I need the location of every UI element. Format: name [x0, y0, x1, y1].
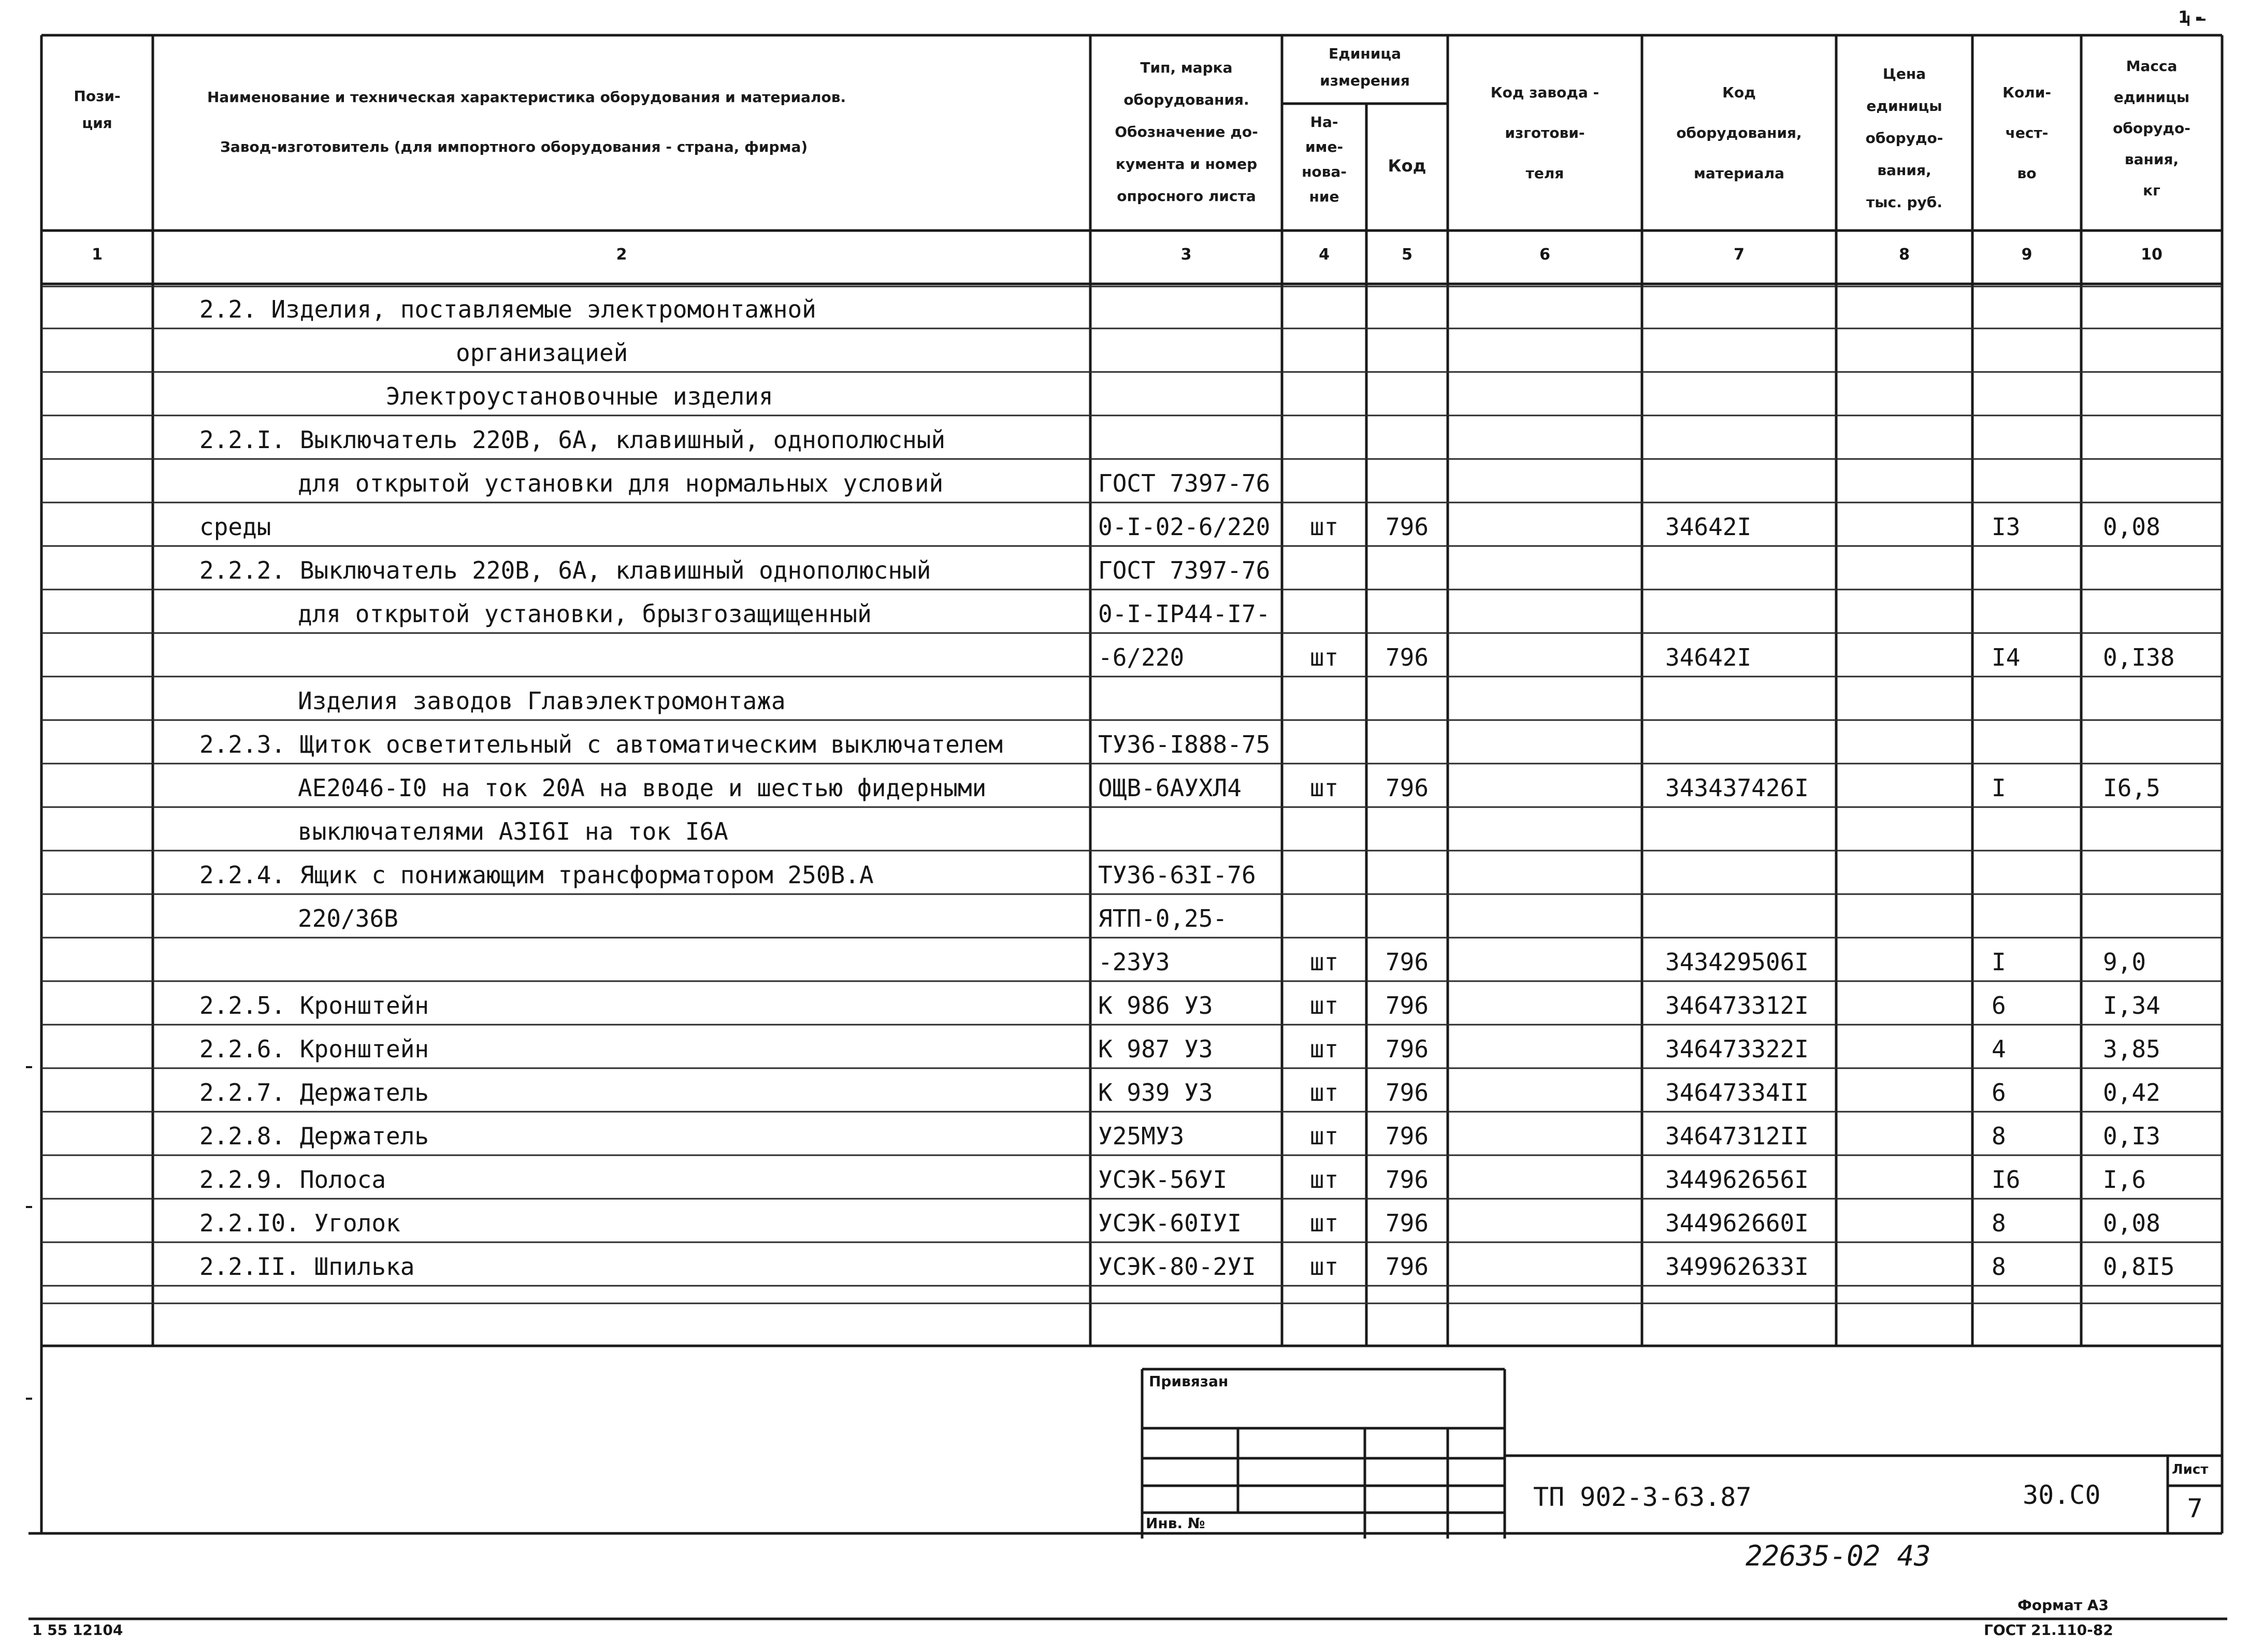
cell-c3: УСЭК-56УI: [1098, 1166, 1228, 1194]
cell-c4: шт: [1309, 513, 1339, 541]
cell-c7: 34647312II: [1665, 1122, 1809, 1150]
cell-c4: шт: [1309, 1122, 1339, 1150]
cell-c4: шт: [1309, 774, 1339, 802]
cell-c7: 343429506I: [1665, 948, 1809, 976]
cell-c2: 2.2.6. Кронштейн: [199, 1035, 429, 1063]
cell-c3: ГОСТ 7397-76: [1098, 469, 1271, 497]
cell-c2: 2.2.I0. Уголок: [199, 1209, 400, 1237]
cell-c3: 0-I-IP44-I7-: [1098, 600, 1271, 628]
column-number-2: 2: [616, 246, 627, 264]
cell-c2: 2.2.3. Щиток осветительный с автоматическим выключателем: [199, 730, 1003, 758]
cell-c2: АЕ2046-I0 на ток 20А на вводе и шестью фидерными: [298, 774, 987, 802]
cell-c10: I,34: [2103, 992, 2160, 1019]
header-name-line2: Завод-изготовитель (для импортного оборудования - страна, фирма): [220, 138, 808, 155]
cell-c2: организацией: [456, 339, 628, 367]
cell-c9: 8: [1992, 1122, 2006, 1150]
cell-c2: среды: [199, 513, 271, 541]
header-position: Пози- ция: [74, 88, 121, 132]
column-number-3: 3: [1180, 246, 1192, 264]
cell-c7: 344962656I: [1665, 1166, 1809, 1194]
cell-c3: УСЭК-80-2УI: [1098, 1253, 1256, 1281]
cell-c4: шт: [1309, 1166, 1339, 1194]
cell-c4: шт: [1309, 1035, 1339, 1063]
cell-c9: 8: [1992, 1209, 2006, 1237]
header-type: Тип, марка оборудования. Обозначение до- кумента и номер опросного листа: [1115, 59, 1258, 205]
cell-c9: 8: [1992, 1253, 2006, 1281]
cell-c4: шт: [1309, 1253, 1339, 1281]
cell-c2: выключателями А3I6I на ток I6А: [298, 817, 728, 845]
cell-c3: У25МУ3: [1098, 1122, 1185, 1150]
cell-c2: Изделия заводов Главэлектромонтажа: [298, 687, 786, 715]
cell-c5: 796: [1385, 1035, 1429, 1063]
cell-c2: 2.2.8. Держатель: [199, 1122, 429, 1150]
column-number-5: 5: [1402, 246, 1412, 264]
cell-c7: 34642I: [1665, 513, 1752, 541]
cell-c7: 349962633I: [1665, 1253, 1809, 1281]
cell-c3: К 987 У3: [1098, 1035, 1213, 1063]
cell-c9: 6: [1992, 1079, 2006, 1107]
cell-c3: ЯТП-0,25-: [1098, 904, 1228, 932]
header-mass: Масса единицы оборудо- вания, кг: [2113, 58, 2190, 199]
cell-c3: -23У3: [1098, 948, 1170, 976]
cell-c3: ТУ36-63I-76: [1098, 861, 1256, 889]
cell-c7: 34647334II: [1665, 1079, 1809, 1107]
header-unit-code: Код: [1388, 156, 1426, 176]
header-price: Цена единицы оборудо- вания, тыс. руб.: [1865, 65, 1943, 211]
cell-c5: 796: [1385, 992, 1429, 1019]
header-unit-group: Единица измерения: [1320, 45, 1410, 89]
cell-c10: 0,42: [2103, 1079, 2160, 1107]
cell-c9: 6: [1992, 992, 2006, 1019]
cell-c5: 796: [1385, 513, 1429, 541]
cell-c2: для открытой установки для нормальных условий: [298, 469, 944, 497]
cell-c3: ГОСТ 7397-76: [1098, 556, 1271, 584]
cell-c5: 796: [1385, 774, 1429, 802]
cell-c2: 2.2. Изделия, поставляемые электромонтажной: [199, 295, 816, 323]
cell-c2: 2.2.9. Полоса: [199, 1166, 386, 1194]
cell-c9: I: [1992, 774, 2006, 802]
cell-c10: I6,5: [2103, 774, 2160, 802]
footer-format: Формат А3: [2017, 1597, 2109, 1614]
cell-c5: 796: [1385, 1253, 1429, 1281]
cell-c4: шт: [1309, 992, 1339, 1019]
cell-c9: I3: [1992, 513, 2021, 541]
cell-c4: шт: [1309, 1209, 1339, 1237]
cell-c2: 2.2.II. Шпилька: [199, 1253, 415, 1281]
stamp-section: 30.С0: [2023, 1480, 2101, 1510]
cell-c2: для открытой установки, брызгозащищенный: [298, 600, 872, 628]
cell-c9: I4: [1992, 643, 2021, 671]
cell-c5: 796: [1385, 948, 1429, 976]
cell-c3: ТУ36-I888-75: [1098, 730, 1271, 758]
cell-c9: I: [1992, 948, 2006, 976]
column-number-8: 8: [1899, 246, 1910, 264]
cell-c5: 796: [1385, 1079, 1429, 1107]
column-number-7: 7: [1734, 246, 1745, 264]
handwritten-number: 22635-02 43: [1746, 1540, 1931, 1572]
cell-c9: 4: [1992, 1035, 2006, 1063]
footer-gost: ГОСТ 21.110-82: [1984, 1621, 2113, 1639]
cell-c2: 2.2.2. Выключатель 220В, 6А, клавишный однополюсный: [199, 556, 931, 584]
cell-c3: -6/220: [1098, 643, 1185, 671]
cell-c10: 9,0: [2103, 948, 2146, 976]
cell-c7: 344962660I: [1665, 1209, 1809, 1237]
corner-mark: 1 -: [2178, 7, 2202, 27]
stamp-document-code: ТП 902-3-63.87: [1533, 1482, 1752, 1512]
stamp-sheet-number: 7: [2187, 1493, 2203, 1524]
cell-c7: 343437426I: [1665, 774, 1809, 802]
stamp-inventory-number: Инв. №: [1146, 1515, 1205, 1532]
cell-c10: 0,I3: [2103, 1122, 2160, 1150]
cell-c10: 3,85: [2103, 1035, 2160, 1063]
cell-c7: 34642I: [1665, 643, 1752, 671]
cell-c3: 0-I-02-6/220: [1098, 513, 1271, 541]
column-number-4: 4: [1319, 246, 1330, 264]
cell-c7: 346473322I: [1665, 1035, 1809, 1063]
cell-c10: 0,I38: [2103, 643, 2175, 671]
cell-c3: УСЭК-60IУI: [1098, 1209, 1242, 1237]
stamp-sheet-label: Лист: [2172, 1462, 2209, 1477]
cell-c2: Электроустановочные изделия: [386, 382, 773, 410]
header-name-line1: Наименование и техническая характеристика оборудования и материалов.: [207, 89, 846, 106]
header-plant-code: Код завода - изготови- теля: [1490, 84, 1599, 182]
cell-c3: ОЩВ-6АУХЛ4: [1098, 774, 1242, 802]
column-number-6: 6: [1539, 246, 1550, 264]
cell-c4: шт: [1309, 1079, 1339, 1107]
cell-c5: 796: [1385, 1122, 1429, 1150]
cell-c5: 796: [1385, 1166, 1429, 1194]
cell-c2: 2.2.I. Выключатель 220В, 6А, клавишный, однополюсный: [199, 426, 946, 454]
cell-c3: К 939 У3: [1098, 1079, 1213, 1107]
footer-print-code: 1 55 12104: [32, 1621, 123, 1639]
cell-c2: 220/36В: [298, 904, 398, 932]
column-number-10: 10: [2141, 246, 2163, 264]
header-quantity: Коли- чест- во: [2002, 84, 2051, 182]
cell-c4: шт: [1309, 643, 1339, 671]
cell-c3: К 986 У3: [1098, 992, 1213, 1019]
header-equipment-code: Код оборудования, материала: [1676, 84, 1802, 182]
cell-c9: I6: [1992, 1166, 2021, 1194]
column-number-1: 1: [92, 246, 103, 264]
cell-c2: 2.2.5. Кронштейн: [199, 992, 429, 1019]
cell-c10: 0,08: [2103, 513, 2160, 541]
cell-c5: 796: [1385, 1209, 1429, 1237]
stamp-privyazan: Привязан: [1149, 1373, 1229, 1390]
cell-c2: 2.2.4. Ящик с понижающим трансформатором 250В.А: [199, 861, 874, 889]
cell-c10: I,6: [2103, 1166, 2146, 1194]
header-unit-name: На- име- нова- ние: [1302, 113, 1347, 205]
cell-c4: шт: [1309, 948, 1339, 976]
cell-c10: 0,8I5: [2103, 1253, 2175, 1281]
cell-c7: 346473312I: [1665, 992, 1809, 1019]
column-number-9: 9: [2021, 246, 2033, 264]
cell-c2: 2.2.7. Держатель: [199, 1079, 429, 1107]
cell-c10: 0,08: [2103, 1209, 2160, 1237]
cell-c5: 796: [1385, 643, 1429, 671]
